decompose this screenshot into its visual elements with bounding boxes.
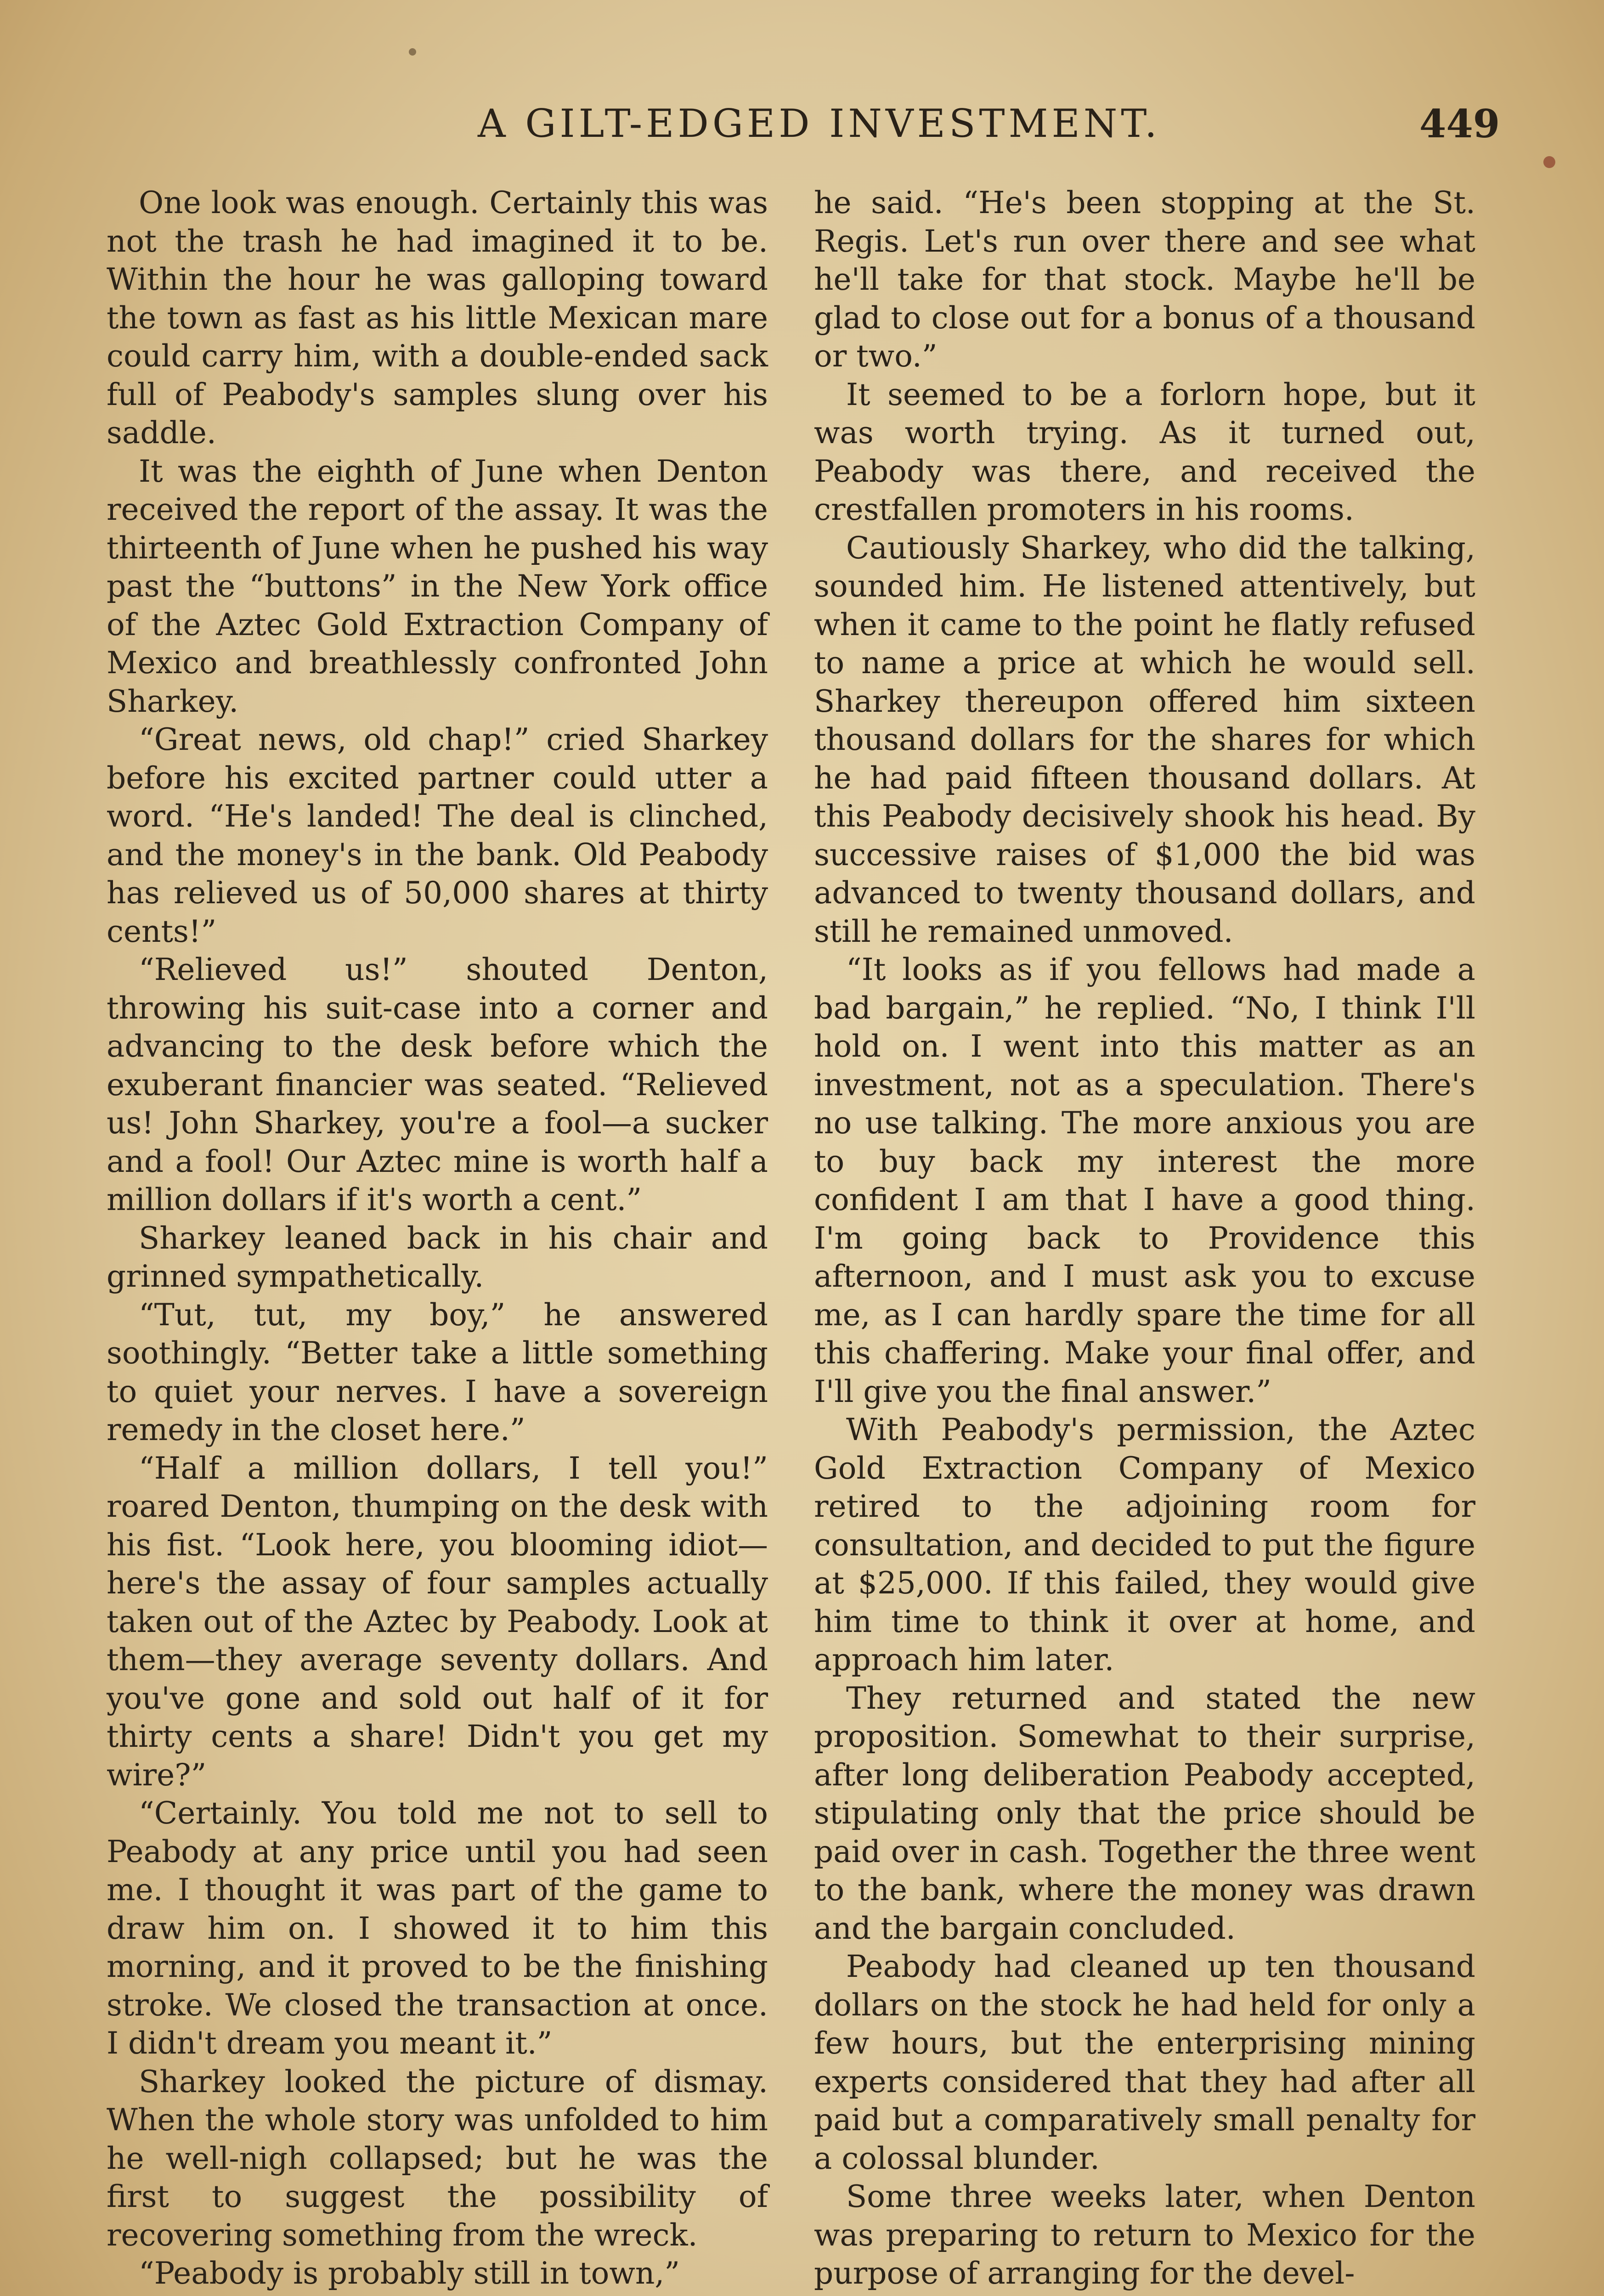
paragraph-continued: he said. “He's been stopping at the St. Regis. Let's run over there and see what he'll take for that stock. Maybe he'll be glad to close out for a bonus of a thousand or two.” xyxy=(814,185,1475,374)
paragraph: “It looks as if you fellows had made a bad bargain,” he replied. “No, I think I'll hold on. I went into this matter as an investment, not as a speculation. There's no use talking. The more anxious you are to buy back my interest the more confident I am that I have a good thing. I'm going back to Providence this afternoon, and I must ask you to excuse me, as I can hardly spare the time for all this chaffering. Make your final offer, and I'll give you the final answer.” xyxy=(814,952,1475,1409)
paragraph: One look was enough. Certainly this was not the trash he had imagined it to be. Within the hour he was galloping toward the town as fast as his little Mexican mare could carry him, with a double-ended sack full of Peabody's samples slung over his saddle. xyxy=(107,185,768,450)
running-title: A GILT-EDGED INVESTMENT. xyxy=(478,101,1161,146)
paragraph: “Great news, old chap!” cried Sharkey before his excited partner could utter a word. “He's landed! The deal is clinched, and the money's in the bank. Old Peabody has relieved us of 50,000 shares at thirty cents!” xyxy=(107,722,768,949)
paragraph: “Certainly. You told me not to sell to Peabody at any price until you had seen me. I thought it was part of the game to draw him on. I showed it to him this morning, and it proved to be the finishing stroke. We closed the transaction at once. I didn't dream you meant it.” xyxy=(107,1795,768,2061)
paragraph: Peabody had cleaned up ten thousand dollars on the stock he had held for only a few hours, but the enterprising mining experts considered that they had after all paid but a comparatively small penalty for a colossal blunder. xyxy=(814,1949,1475,2176)
paragraph: Sharkey looked the picture of dismay. When the whole story was unfolded to him he well-nigh collapsed; but he was the first to suggest the possibility of recovering something from the wreck. xyxy=(107,2064,768,2253)
right-column xyxy=(814,184,1475,2293)
page-number: 449 xyxy=(1419,101,1500,146)
paragraph: “Half a million dollars, I tell you!” roared Denton, thumping on the desk with his fist. “Look here, you blooming idiot—here's the assay of four samples actually taken out of the Aztec by Peabody. Look at them—they average seventy dollars. And you've gone and sold out half of it for thirty cents a share! Didn't you get my wire?” xyxy=(107,1450,768,1793)
paragraph: Some three weeks later, when Denton was preparing to return to Mexico for the purpose of arranging for the devel- xyxy=(814,2179,1475,2291)
paragraph: Sharkey leaned back in his chair and grinned sympathetically. xyxy=(107,1220,768,1294)
paper-stain xyxy=(409,48,416,56)
paragraph: “Relieved us!” shouted Denton, throwing his suit-case into a corner and advancing to the desk before which the exuberant financier was seated. “Relieved us! John Sharkey, you're a fool—a sucker and a fool! Our Aztec mine is worth half a million dollars if it's worth a cent.” xyxy=(107,952,768,1217)
paragraph: It was the eighth of June when Denton received the report of the assay. It was the thirteenth of June when he pushed his way past the “buttons” in the New York office of the Aztec Gold Extraction Company of Mexico and breathlessly confronted John Sharkey. xyxy=(107,453,768,719)
paragraph: “Tut, tut, my boy,” he answered soothingly. “Better take a little something to quiet your nerves. I have a sovereign remedy in the closet here.” xyxy=(107,1297,768,1447)
paragraph: Cautiously Sharkey, who did the talking, sounded him. He listened attentively, but when it came to the point he flatly refused to name a price at which he would sell. Sharkey thereupon offered him sixteen thousand dollars for the shares for which he had paid fifteen thousand dollars. At this Peabody decisively shook his head. By successive raises of $1,000 the bid was advanced to twenty thousand dollars, and still he remained unmoved. xyxy=(814,530,1475,949)
page-header xyxy=(0,92,1604,161)
paragraph: They returned and stated the new proposition. Somewhat to their surprise, after long deliberation Peabody accepted, stipulating only that the price should be paid over in cash. Together the three went to the bank, where the money was drawn and the bargain concluded. xyxy=(814,1680,1475,1946)
paragraph: “Peabody is probably still in town,” xyxy=(139,2256,680,2291)
left-column xyxy=(107,184,768,2293)
paragraph: It seemed to be a forlorn hope, but it was worth trying. As it turned out, Peabody was there, and received the crestfallen promoters in his rooms. xyxy=(814,377,1475,527)
paragraph: With Peabody's permission, the Aztec Gold Extraction Company of Mexico retired to the adjoining room for consultation, and decided to put the figure at $25,000. If this failed, they would give him time to think it over at home, and approach him later. xyxy=(814,1412,1475,1677)
